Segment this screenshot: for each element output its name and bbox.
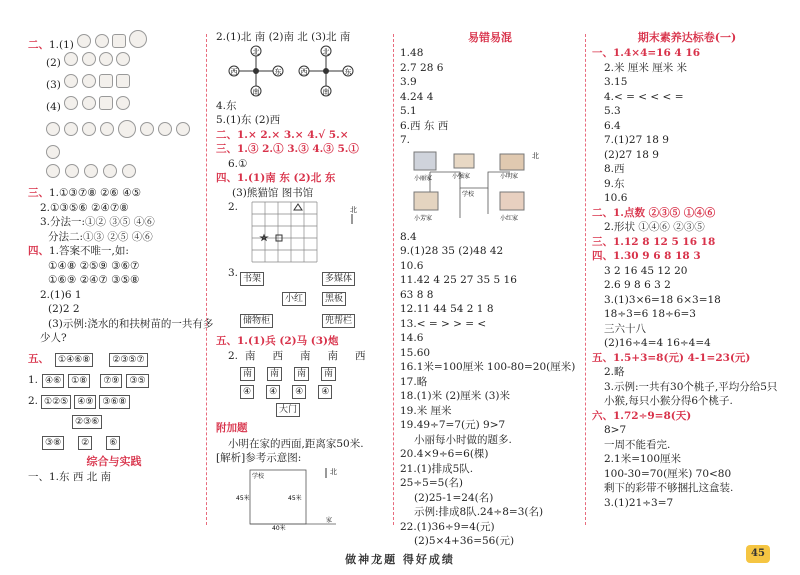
c3-answer-line: 20.4×9÷6=6(棵) [400, 448, 489, 460]
compass1-east: 东 [274, 67, 282, 76]
map-blackboard: 黑板 [322, 292, 346, 306]
s5-row-2 [28, 370, 200, 392]
fujia-line-2: [解析]参考示意图: [216, 452, 302, 464]
chess-row-2 [216, 365, 388, 383]
fujia-label-school: 学校 [252, 472, 265, 480]
s2-label: 二、 [28, 39, 49, 51]
compass2-south: 南 [322, 87, 330, 96]
s5-tree-mid [28, 412, 200, 432]
fujia-svg [216, 466, 388, 532]
c3-answer-line: 18.(1)米 (2)厘米 (3)米 [400, 390, 510, 402]
map-board: 兜帮栏 [322, 314, 355, 328]
grid-svg [246, 200, 366, 266]
c4-s1-head: 一、1.4×4=16 4 16 [592, 47, 701, 59]
chess-r1-5: 西 [355, 350, 366, 363]
c2-s4 [216, 171, 388, 186]
s5-box-a2-2: ①⑧ [68, 374, 90, 388]
chess-row-1 [216, 349, 388, 365]
c2-s3b: 6.① [228, 157, 248, 170]
s2-row-1 [28, 30, 200, 52]
c4-s1-line: (2)27 18 9 [604, 148, 659, 161]
c4-s4-head: 四、1.30 9 6 8 18 3 [592, 250, 701, 262]
c4-s5-line: 3.示例:一共有30个桃子,平均分给5只 [604, 380, 778, 393]
c3-answer-line: 22.(1)36÷9=4(元) [400, 520, 495, 533]
tree-bot-3: ⑥ [106, 436, 120, 450]
s3-line-3: 3.分法一:①② ③⑤ ④⑥ [40, 216, 155, 228]
s4-line-4: 2.(1)6 1 [40, 288, 82, 301]
house-map-svg [400, 148, 580, 230]
grid-diagram [216, 200, 388, 266]
s5-1-label: 1. [28, 374, 39, 387]
c4-s5-line: 2.略 [604, 366, 625, 378]
c4-s1-line: 5.3 [604, 105, 621, 117]
c3-answer-line: 15.60 [400, 346, 431, 359]
c4-s2-head: 二、1.点数 ②③⑤ ①④⑥ [592, 206, 716, 219]
c4-s4-line: (2)16÷4=4 16÷4=4 [604, 337, 711, 349]
chess-r1-4: 南 [327, 350, 338, 363]
c3-answer-line: 13.< = > > = < [400, 317, 487, 330]
s2-row-3 [28, 74, 200, 96]
compass1-west: 西 [230, 67, 238, 76]
c3-answer-line: 25÷5=5(名) [400, 477, 464, 489]
compass-2 [299, 46, 353, 96]
c2-s4-text: 四、1.(1)南 东 (2)北 东 [216, 172, 336, 184]
tree-top-2: ④⑨ [74, 395, 96, 409]
compass2-north: 北 [322, 47, 330, 56]
c3-answer-line: (2)25-1=24(名) [414, 491, 494, 504]
tree-mid-1: ②③⑥ [72, 415, 102, 429]
zebra-icon [65, 164, 79, 178]
c4-s4-line: 三六十八 [604, 322, 646, 335]
s5-row-1 [28, 350, 200, 370]
cup-icon [112, 34, 126, 48]
chess-r1-2: 西 [272, 350, 283, 363]
c2-line-4: 4.东 [216, 99, 237, 112]
c4-s6-head: 六、1.72÷9=8(天) [592, 409, 692, 422]
chess-r1-3: 南 [300, 350, 311, 363]
c4-s1-line: 7.(1)27 18 9 [604, 134, 669, 146]
c4-s6-line: 剩下的彩带不够捆扎这盒装. [604, 482, 734, 494]
s4-line-6: (3)示例:浇水的和扶树苗的一共有多 [48, 317, 214, 330]
c4-s1-line: 9.东 [604, 177, 625, 190]
tree-bot-1: ③⑧ [42, 436, 64, 450]
flower-icon [82, 52, 96, 66]
c4-s3-head: 三、1.12 8 12 5 16 18 [592, 235, 716, 248]
s2-row1-num: 1.(1) [49, 39, 74, 51]
icon-grid-a [28, 118, 200, 160]
c4-s1-line: 8.西 [604, 163, 625, 175]
col4-title: 期末素养达标卷(一) [637, 31, 737, 44]
map-xiaohong: 小红 [282, 292, 306, 306]
s4-line-7: 少人? [40, 332, 67, 344]
c4-s1-line: 2.米 厘米 厘米 米 [604, 61, 688, 74]
grid-north-label: 北 [350, 206, 357, 214]
fujia-diagram [216, 466, 388, 532]
c4-s6-line: 2.1米=100厘米 [604, 453, 682, 465]
c3-answer-line: 19.米 厘米 [400, 404, 452, 417]
icon-row-b [28, 160, 200, 182]
fish-icon [99, 52, 113, 66]
house-map [400, 148, 580, 230]
column-divider-2 [393, 34, 394, 525]
map-school: 学校 [462, 190, 475, 198]
s4-label: 四、 [28, 245, 49, 257]
bug-icon [116, 52, 130, 66]
chess-gate-row [216, 401, 388, 419]
map-multimedia: 多媒体 [322, 272, 355, 286]
s4-line-5: (2)2 2 [48, 303, 80, 315]
pencil-icon [64, 96, 78, 110]
leaf-icon [95, 34, 109, 48]
s5-label: 五、 [28, 353, 49, 366]
flower-icon [116, 96, 130, 110]
map-xiaohong-home: 小红家 [500, 214, 519, 222]
house-icon [414, 192, 438, 210]
c4-s6-line: 8>7 [604, 424, 627, 436]
c4-s1-line: 4.< = < < < = [604, 90, 684, 103]
c4-s2-line: 2.形状 ①④⑥ ②③⑤ [604, 221, 705, 233]
s5-box-a: ①④⑥⑧ [55, 353, 93, 367]
zonghe-title: 综合与实践 [86, 454, 142, 468]
c2-s5 [216, 334, 388, 349]
s4-text-1: 1.答案不唯一,如: [49, 245, 129, 257]
c4-s6-line: 一周不能看完. [604, 438, 671, 451]
c4-s5-head: 五、1.5+3=8(元) 4-1=23(元) [592, 351, 751, 364]
c3-answer-line: 9.(1)28 35 (2)48 42 [400, 245, 504, 257]
compass1-north: 北 [252, 47, 260, 56]
fujia-label-home: 家 [326, 516, 333, 524]
s3-text-1: 1.①③⑦⑧ ②⑥ ④⑤ [49, 187, 141, 199]
s2-row-2 [28, 52, 200, 74]
s5-box-b2-1: ⑦⑨ [100, 374, 122, 388]
bottle-icon [116, 74, 130, 88]
chess-r2-2: 南 [267, 367, 282, 381]
s3-line-2: 2.①③⑤⑥ ②④⑦⑧ [40, 201, 129, 214]
page-footer: 做神龙题 得好成绩 [345, 553, 455, 566]
fujia-label-45a: 45米 [236, 494, 250, 502]
chess-r3-1: ④ [240, 385, 254, 399]
flower-icon [82, 74, 96, 88]
column-divider-1 [206, 34, 207, 525]
c3-answer-line: 示例:排成8队.24÷8=3(名) [414, 506, 544, 518]
c2-s2 [216, 128, 388, 143]
s5-2-label: 2. [28, 395, 39, 408]
c4-s4-line: 18÷3=6 18÷6=3 [604, 308, 696, 320]
c2-s4-3-label: 3. [228, 267, 239, 279]
c3-answer-line: 16.1米=100厘米 100-80=20(厘米) [400, 361, 576, 373]
c4-s1-line: 3.15 [604, 76, 628, 88]
s4-line-2: ①④⑧ ②⑤⑨ ③⑥⑦ [48, 259, 140, 272]
map-xiaofang-home: 小芳家 [414, 214, 433, 222]
stick-icon [118, 120, 136, 138]
star-icon [261, 235, 267, 240]
c3-answer-line: 10.6 [400, 259, 424, 272]
boot-icon [46, 164, 60, 178]
c4-s4-line: 3 2 16 45 12 20 [604, 264, 688, 277]
bird-icon [140, 122, 154, 136]
chess-r3-2: ④ [266, 385, 280, 399]
fruit-icon [64, 74, 78, 88]
c4-s4-line: 3.(1)3×6=18 6×3=18 [604, 293, 721, 306]
page-number-badge: 45 [746, 545, 770, 563]
c2-s3 [216, 142, 388, 157]
mouse-icon [46, 122, 60, 136]
c3-answer-line: 11.42 4 25 27 35 5 16 [400, 274, 517, 286]
c4-s3-line [592, 235, 782, 250]
c3-answer-line: 小丽每小时做的题多. [414, 433, 512, 446]
c3-answer-line: 19.49÷7=7(元) 9>7 [400, 419, 506, 431]
c4-s1-line [592, 46, 782, 61]
c3-line-5: 5.1 [400, 105, 417, 117]
c3-answer-line: 14.6 [400, 332, 424, 344]
fujia-line-1: 小明在家的西面,距离家50米. [228, 437, 364, 450]
compass1-south: 南 [252, 87, 260, 96]
s3-line-1 [28, 186, 200, 201]
compass-1 [229, 46, 283, 96]
c3-line-6: 6.西 东 西 [400, 119, 449, 132]
c3-line-1: 1.48 [400, 47, 424, 59]
chess-r2-3: 南 [294, 367, 309, 381]
col4-answers [592, 46, 782, 510]
house-icon [500, 192, 524, 210]
fujia-north-label: 北 [330, 467, 337, 476]
c4-s6-line: 100-30=70(厘米) 70<80 [604, 467, 732, 480]
column-1 [28, 30, 214, 535]
c4-s4-line [592, 249, 782, 264]
tree-top-3: ③⑥⑧ [99, 395, 129, 409]
col3-title: 易错易混 [468, 31, 512, 44]
c2-s5-2-label: 2. [228, 350, 239, 363]
building-icon [414, 152, 436, 170]
map-shelf: 书架 [240, 272, 264, 286]
chess-gate: 大门 [276, 403, 300, 417]
bell-icon [82, 96, 96, 110]
s4-line-1 [28, 244, 200, 259]
c2-s2-text: 二、1.× 2.× 3.× 4.√ 5.× [216, 128, 349, 141]
c2-s4b: (3)熊猫馆 图书馆 [232, 186, 314, 199]
s3-label: 三、 [28, 187, 49, 199]
col3-answers [400, 230, 580, 549]
c2-s3-text: 三、1.③ 2.① 3.③ 4.③ 5.① [216, 143, 359, 155]
house-icon [454, 154, 474, 168]
s5-tree-bot [28, 432, 200, 454]
c4-s2-line [592, 206, 782, 221]
nut-icon [158, 122, 172, 136]
column-3 [400, 30, 580, 547]
bag-icon [99, 74, 113, 88]
zonghe-line-1: 一、1.东 西 北 南 [28, 470, 112, 483]
column-divider-3 [585, 34, 586, 525]
c3-line-7: 7. [400, 134, 411, 146]
ball-icon [103, 164, 117, 178]
c3-line-3: 3.9 [400, 76, 417, 88]
tree-top-1: ①②⑤ [41, 395, 71, 409]
c4-s4-line: 2.6 9 8 6 3 2 [604, 279, 671, 291]
s2-row2-num: (2) [46, 57, 61, 69]
c2-s5-text: 五、1.(1)兵 (2)马 (3)炮 [216, 335, 339, 347]
s2-row3-num: (3) [46, 79, 61, 91]
apple-icon [77, 34, 91, 48]
c3-answer-line: 12.11 44 54 2 1 8 [400, 303, 494, 315]
house-icon [500, 154, 524, 170]
c3-line-2: 2.7 28 6 [400, 61, 444, 74]
fujia-label-40: 40米 [272, 524, 286, 532]
triangle-icon [294, 204, 302, 210]
chess-r3-3: ④ [292, 385, 306, 399]
c3-answer-line: 17.略 [400, 375, 428, 388]
tool-icon [122, 164, 136, 178]
chess-r2-1: 南 [240, 367, 255, 381]
compass-svg [216, 45, 388, 99]
s5-box-a2-1: ④⑥ [42, 374, 64, 388]
chess-r2-4: 南 [321, 367, 336, 381]
shell-icon [64, 52, 78, 66]
fujia-label-45b: 45米 [288, 494, 302, 502]
c3-line-4: 4.24 4 [400, 90, 434, 103]
c2-s4-2-label: 2. [228, 201, 239, 213]
s2-row4-num: (4) [46, 101, 61, 113]
c4-s1-line: 10.6 [604, 192, 628, 204]
map-xiaoli-home: 小丽家 [414, 174, 433, 182]
c3-answer-line: 63 8 8 [400, 288, 434, 301]
chess-r3-4: ④ [318, 385, 332, 399]
c4-s5-line [592, 351, 782, 366]
s5-box-b2-2: ③⑤ [126, 374, 148, 388]
chess-row-3 [216, 383, 388, 401]
egg-icon [46, 145, 60, 159]
s2-row-4 [28, 96, 200, 118]
tree-icon [129, 30, 147, 48]
map-xiaoming-home: 小明家 [500, 172, 519, 180]
jar-icon [99, 96, 113, 110]
c4-s1-line: 6.4 [604, 119, 621, 132]
c3-answer-line: (2)5×4+36=56(元) [414, 535, 515, 547]
c4-s5-line: 小猴,每只小猴分得6个桃子. [604, 395, 733, 407]
fujia-title: 附加题 [216, 421, 248, 434]
compass-diagrams [216, 45, 388, 99]
c3-answer-line: 21.(1)排成5队. [400, 462, 474, 475]
chess-r1-1: 南 [245, 350, 256, 363]
c3-answer-line: 8.4 [400, 230, 417, 243]
s5-box-b: ②③⑤⑦ [109, 353, 147, 367]
classroom-map [216, 266, 388, 334]
c2-line-5: 5.(1)东 (2)西 [216, 114, 281, 126]
c2-line-2: 2.(1)北 南 (2)南 北 (3)北 南 [216, 31, 351, 43]
basket-icon [64, 122, 78, 136]
column-2 [216, 30, 388, 535]
s3-line-4: 分法二:①③ ②⑤ ④⑥ [48, 230, 153, 243]
compass2-west: 西 [300, 67, 308, 76]
hand-icon [100, 122, 114, 136]
map-locker: 储物柜 [240, 314, 273, 328]
compass2-east: 东 [344, 67, 352, 76]
tree-bot-2: ② [78, 436, 92, 450]
column-4 [592, 30, 782, 535]
map-xiaoqiang-home: 小强家 [452, 172, 471, 180]
c4-s6-line: 3.(1)21÷3=7 [604, 496, 674, 509]
flower-icon [84, 164, 98, 178]
map-north-label: 北 [532, 151, 539, 160]
c4-s6-line [592, 409, 782, 424]
bread-icon [82, 122, 96, 136]
rabbit-icon [176, 122, 190, 136]
s4-line-3: ①⑥⑨ ②④⑦ ③⑤⑧ [48, 274, 140, 286]
s5-tree-top [28, 392, 200, 412]
